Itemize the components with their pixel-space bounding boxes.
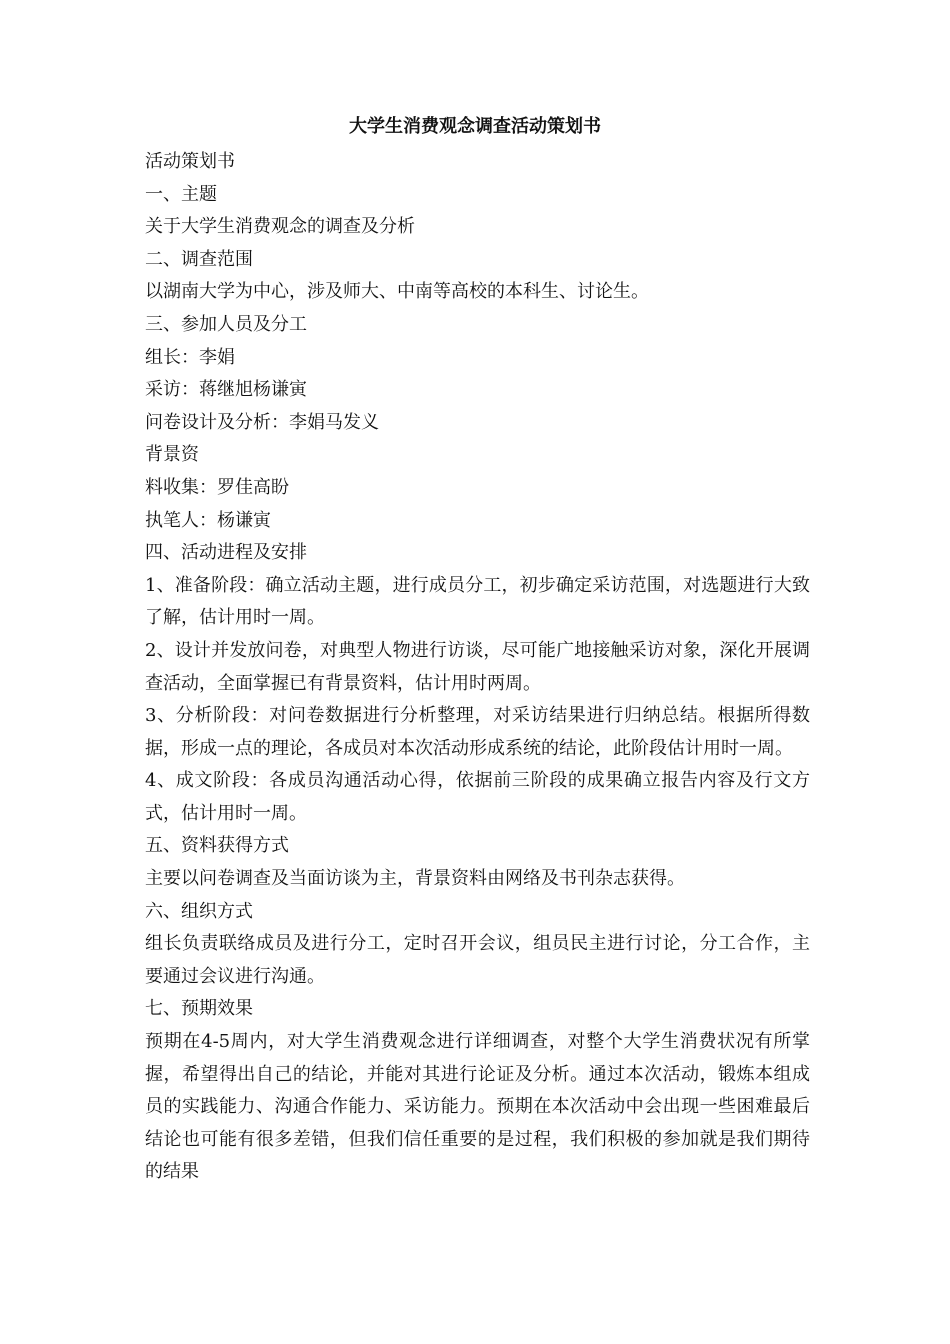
paragraph: 预期在4-5周内，对大学生消费观念进行详细调查，对整个大学生消费状况有所掌握，希望得出自己的结论，并能对其进行论证及分析。通过本次活动，锻炼本组成员的实践能力、沟通合作能力、采访能力。预期在本次活动中会出现一些困难最后结论也可能有很多差错，但我们信任重要的是过程，我们积极的参加就是我们期待的结果 bbox=[145, 1031, 810, 1183]
paragraph: 4、成文阶段：各成员沟通活动心得，依据前三阶段的成果确立报告内容及行文方式，估计用时一周。 bbox=[145, 770, 810, 824]
paragraph: 执笔人：杨谦寅 bbox=[145, 509, 271, 531]
paragraph: 主要以问卷调查及当面访谈为主，背景资料由网络及书刊杂志获得。 bbox=[145, 868, 685, 890]
paragraph: 组长：李娟 bbox=[145, 346, 235, 368]
paragraph: 问卷设计及分析：李娟马发义 bbox=[145, 411, 379, 433]
section-label: 活动策划书 bbox=[145, 151, 235, 172]
paragraph: 料收集：罗佳高盼 bbox=[145, 476, 289, 498]
section-heading-organization: 六、组织方式 bbox=[145, 900, 253, 922]
section-heading-schedule: 四、活动进程及安排 bbox=[145, 542, 307, 564]
paragraph: 以湖南大学为中心，涉及师大、中南等高校的本科生、讨论生。 bbox=[145, 281, 649, 303]
section-heading-scope: 二、调查范围 bbox=[145, 248, 253, 270]
document-body bbox=[145, 146, 810, 1189]
section-heading-expected-results: 七、预期效果 bbox=[145, 998, 253, 1020]
paragraph: 采访：蒋继旭杨谦寅 bbox=[145, 379, 307, 401]
paragraph: 组长负责联络成员及进行分工，定时召开会议，组员民主进行讨论，分工合作，主要通过会议进行沟通。 bbox=[145, 933, 810, 987]
document-title: 大学生消费观念调查活动策划书 bbox=[349, 116, 601, 137]
paragraph: 2、设计并发放问卷，对典型人物进行访谈，尽可能广地接触采访对象，深化开展调查活动，全面掌握已有背景资料，估计用时两周。 bbox=[145, 639, 810, 694]
paragraph: 3、分析阶段：对问卷数据进行分析整理，对采访结果进行归纳总结。根据所得数据，形成一点的理论，各成员对本次活动形成系统的结论，此阶段估计用时一周。 bbox=[145, 705, 810, 759]
paragraph: 1、准备阶段：确立活动主题，进行成员分工，初步确定采访范围，对选题进行大致了解，估计用时一周。 bbox=[145, 574, 810, 629]
section-heading-materials: 五、资料获得方式 bbox=[145, 835, 289, 857]
paragraph: 背景资 bbox=[145, 444, 199, 466]
section-heading-theme: 一、主题 bbox=[145, 183, 217, 205]
section-heading-members: 三、参加人员及分工 bbox=[145, 313, 307, 335]
paragraph: 关于大学生消费观念的调查及分析 bbox=[145, 216, 415, 238]
